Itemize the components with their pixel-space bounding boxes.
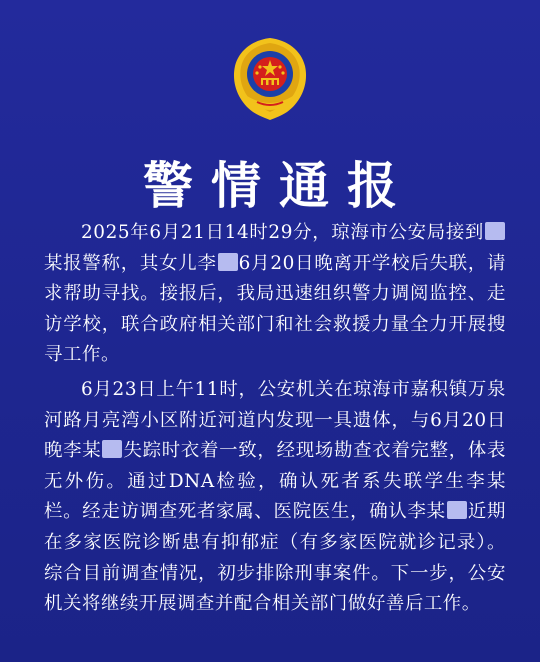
paragraph-1-part1: 2025年6月21日14时29分，琼海市公安局接到 xyxy=(81,222,484,243)
notice-title: 警情通报 xyxy=(143,157,415,215)
redaction-mark xyxy=(218,253,238,271)
paragraph-2-part1: 6月23日上午11时，公安机关在琼海市嘉积镇万泉河路月亮湾小区附近河道内发现一具遗体，与6月20日晚李某 xyxy=(44,378,506,462)
paragraph-2-part2: 失踪时衣着一致，经现场勘查衣着完整，体表无外伤。通过DNA检验，确认死者系失联学生李某栏。经走访调查死者家属、医院医生，确认李某 xyxy=(44,440,506,523)
redaction-mark xyxy=(485,222,505,240)
paragraph-1 xyxy=(44,218,506,371)
paragraph-1-part3: 6月20日晚离开学校后失联，请求帮助寻找。接报后，我局迅速组织警力调阅监控、走访学校，联合政府相关部门和社会救援力量全力开展搜寻工作。 xyxy=(44,252,506,366)
redaction-mark xyxy=(102,440,122,458)
paragraph-2-part3: 近期在多家医院诊断患有抑郁症（有多家医院就诊记录）。综合目前调查情况，初步排除刑事案件。下一步，公安机关将继续开展调查并配合相关部门做好善后工作。 xyxy=(44,501,506,615)
redaction-mark xyxy=(447,501,467,519)
paragraph-2 xyxy=(44,375,506,620)
notice-body xyxy=(44,218,506,620)
police-emblem-icon xyxy=(229,36,311,122)
paragraph-1-part2: 某报警称，其女儿李 xyxy=(44,252,217,274)
